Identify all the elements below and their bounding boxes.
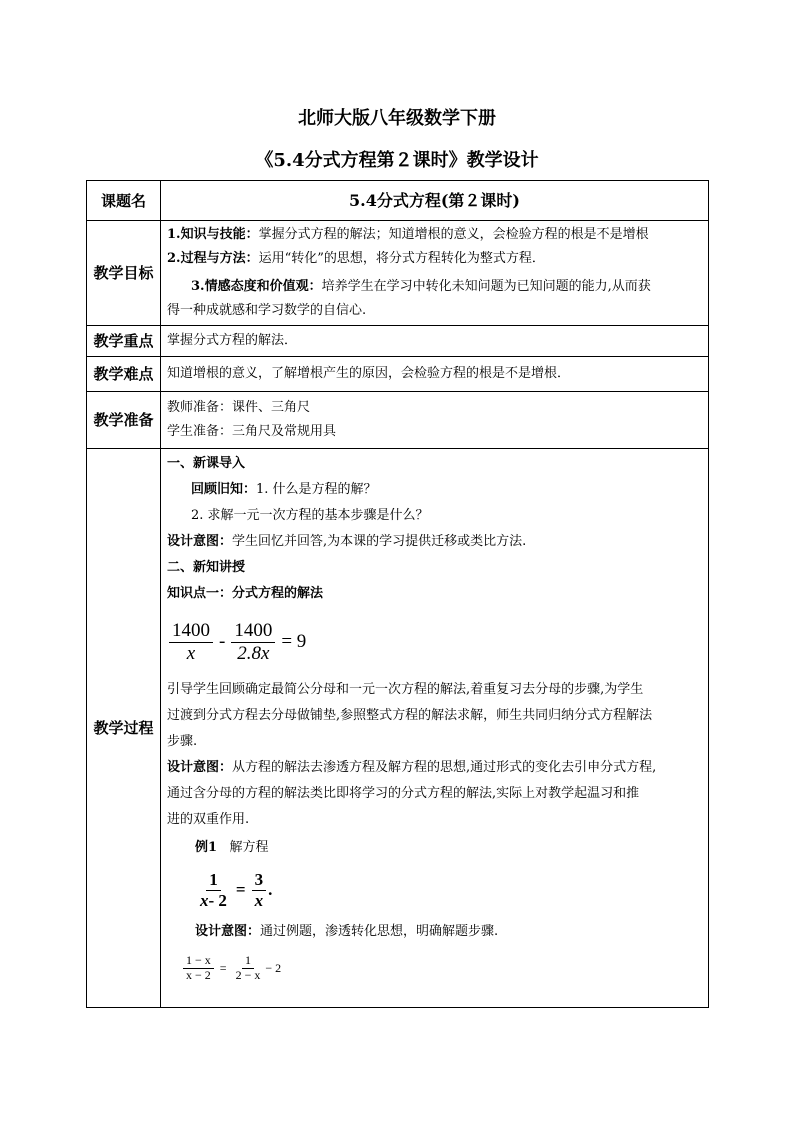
eq1-den-1: x (186, 642, 196, 664)
guide-line-a: 引导学生回顾确定最简公分母和一元一次方程的解法,着重复习去分母的步骤,为学生 (167, 682, 644, 697)
eq2-den-1-var: x (200, 890, 209, 910)
eq1-fraction-1 (169, 620, 213, 665)
intent-2-line-c: 进的双重作用. (167, 812, 250, 827)
goal-2 (167, 247, 702, 271)
intent-1 (167, 529, 702, 555)
intent-2-line-a (167, 755, 702, 781)
process-label: 教学过程 (87, 449, 161, 1008)
row-process (87, 449, 709, 1008)
eq2-den-1-rest: - 2 (208, 890, 227, 910)
goal-3 (167, 275, 702, 299)
eq2-fraction-1 (197, 870, 230, 910)
review-q2: 2. 求解一元一次方程的基本步骤是什么？ (191, 508, 429, 523)
eq3-fraction-1 (183, 954, 214, 983)
topic-value: 5.4分式方程(第２课时) (161, 181, 709, 221)
eq2-den-1 (197, 891, 230, 911)
eq3-fraction-2 (233, 954, 264, 983)
row-goals (87, 221, 709, 326)
goal-2-text: 运用“转化”的思想，将分式方程转化为整式方程． (258, 251, 545, 266)
prep-label: 教学准备 (87, 392, 161, 449)
row-prep (87, 392, 709, 449)
goals-content (161, 221, 709, 326)
goals-label: 教学目标 (87, 221, 161, 326)
lesson-plan-table (86, 180, 709, 1008)
eq3-equals: = (219, 961, 227, 975)
intent-1-title: 设计意图： (167, 534, 233, 549)
equation-1 (167, 613, 702, 671)
knowledge-point-1: 知识点一：分式方程的解法 (167, 586, 324, 601)
eq3-num-1: 1 − x (183, 954, 214, 969)
eq1-num-1: 1400 (169, 620, 213, 643)
equation-3 (167, 945, 702, 991)
example-1-title: 例1 (195, 840, 218, 855)
intent-2-line-b: 通过含分母的方程的解法类比即将学习的分式方程的解法,实际上对教学起温习和推 (167, 786, 640, 801)
process-content (161, 449, 709, 1008)
document-title-line1: 北师大版八年级数学下册 (298, 108, 496, 129)
eq2-den-2-var: x (254, 890, 264, 910)
eq1-rhs: = 9 (281, 631, 307, 652)
guide-line-b: 过渡到分式方程去分母做铺垫,参照整式方程的解法求解，师生共同归纳分式方程解法 (167, 708, 653, 723)
row-difficulty (87, 357, 709, 392)
intent-2 (167, 755, 702, 833)
eq2-den-2 (252, 891, 267, 911)
prep-student: 学生准备：三角尺及常规用具 (167, 424, 337, 439)
eq3-num-2: 1 (242, 954, 254, 969)
eq2-num-1: 1 (206, 870, 221, 891)
eq1-minus: - (219, 631, 226, 652)
guide-text (167, 677, 702, 755)
eq2-equals: = (235, 880, 246, 899)
intent-3-text: 通过例题，渗透转化思想，明确解题步骤. (260, 924, 499, 939)
intent-2-title: 设计意图： (167, 760, 233, 775)
difficulty-text: 知道增根的意义，了解增根产生的原因，会检验方程的根是不是增根． (161, 357, 709, 392)
eq1-fraction-2 (231, 620, 275, 665)
prep-teacher: 教师准备：课件、三角尺 (167, 400, 311, 415)
section-1-heading: 一、新课导入 (167, 456, 246, 471)
document-title-line2: 《5.4分式方程第２课时》教学设计 (255, 150, 539, 171)
intent-3-title: 设计意图： (195, 924, 261, 939)
equation-2 (167, 861, 702, 919)
topic-label: 课题名 (87, 181, 161, 221)
eq2-num-2: 3 (252, 870, 267, 891)
goal-1-title: 1.知识与技能： (167, 227, 259, 242)
example-1 (167, 835, 702, 861)
review-title: 回顾旧知： (191, 482, 257, 497)
goal-3-cont: 得一种成就感和学习数学的自信心. (167, 303, 367, 318)
eq2-fraction-2 (252, 870, 267, 910)
eq3-tail: − 2 (265, 961, 282, 975)
example-1-text: 解方程 (229, 840, 269, 855)
goal-2-title: 2.过程与方法： (167, 251, 259, 266)
goal-3-title: 3.情感态度和价值观： (191, 279, 322, 294)
key-point-label: 教学重点 (87, 326, 161, 357)
intent-3 (167, 919, 702, 945)
row-key-point (87, 326, 709, 357)
eq3-den-1: x − 2 (186, 967, 211, 982)
guide-line-c: 步骤. (167, 734, 198, 749)
eq3-den-2: 2 − x (235, 967, 261, 982)
row-topic (87, 181, 709, 221)
difficulty-label: 教学难点 (87, 357, 161, 392)
eq1-den-2: 2.8x (237, 642, 270, 664)
intent-2-text-a: 从方程的解法去渗透方程及解方程的思想,通过形式的变化去引申分式方程, (232, 760, 657, 775)
goal-1-text: 掌握分式方程的解法；知道增根的意义，会检验方程的根是不是增根 (258, 227, 649, 242)
goal-3-text-a: 培养学生在学习中转化未知问题为已知问题的能力,从而获 (321, 279, 651, 294)
intent-1-text: 学生回忆并回答,为本课的学习提供迁移或类比方法. (232, 534, 527, 549)
prep-content (161, 392, 709, 449)
review-q1 (167, 477, 702, 503)
key-point-text: 掌握分式方程的解法． (161, 326, 709, 357)
review-q1-text: 1. 什么是方程的解？ (256, 482, 377, 497)
goal-1 (167, 223, 702, 247)
section-2-heading: 二、新知讲授 (167, 560, 246, 575)
eq1-num-2: 1400 (231, 620, 275, 643)
eq2-period: . (268, 880, 273, 899)
